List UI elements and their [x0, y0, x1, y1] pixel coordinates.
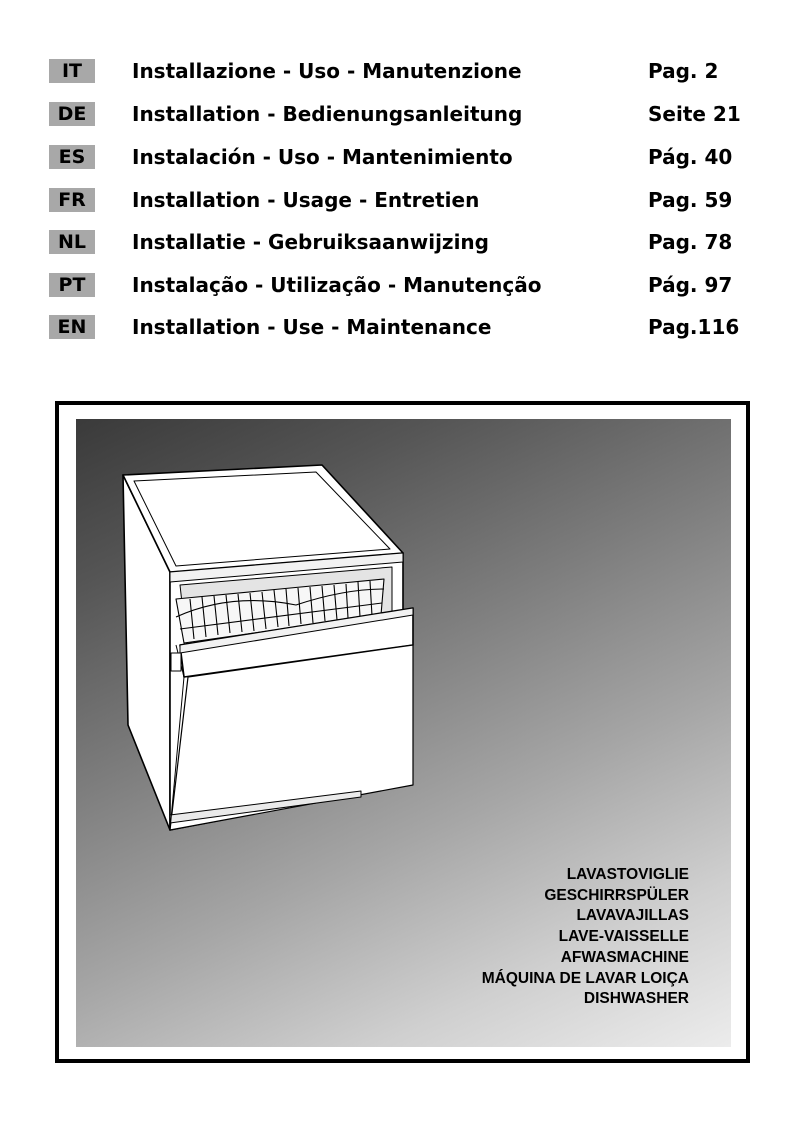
product-name-de: GESCHIRRSPÜLER: [544, 886, 689, 904]
toc-row-de: [0, 100, 802, 130]
section-title: Installation - Usage - Entretien: [132, 188, 480, 212]
language-code-badge: EN: [49, 315, 95, 339]
section-title: Installazione - Uso - Manutenzione: [132, 59, 522, 83]
product-name-fr: LAVE-VAISSELLE: [558, 928, 689, 946]
product-name-nl: AFWASMACHINE: [560, 948, 689, 966]
product-name-it: LAVASTOVIGLIE: [566, 866, 689, 883]
cover-frame: [55, 401, 750, 1063]
page-reference: Pag. 78: [648, 230, 733, 254]
cover-panel: [76, 419, 731, 1047]
language-code-badge: ES: [49, 145, 95, 169]
page-reference: Pag. 2: [648, 59, 719, 83]
product-name-list: [482, 865, 689, 1010]
page-reference: Pág. 97: [648, 273, 733, 297]
page-reference: Pág. 40: [648, 145, 733, 169]
product-name-en: DISHWASHER: [583, 990, 689, 1008]
toc-row-nl: [0, 228, 802, 258]
product-name-pt: MÁQUINA DE LAVAR LOIÇA: [481, 969, 689, 987]
section-title: Installation - Bedienungsanleitung: [132, 102, 523, 126]
section-title: Installation - Use - Maintenance: [132, 315, 492, 339]
language-code-badge: FR: [49, 188, 95, 212]
toc-row-fr: [0, 186, 802, 216]
toc-row-it: [0, 57, 802, 87]
page-reference: Pag. 59: [648, 188, 733, 212]
language-code-badge: PT: [49, 273, 95, 297]
toc-row-pt: [0, 271, 802, 301]
page-reference: Pag.116: [648, 315, 740, 339]
section-title: Installatie - Gebruiksaanwijzing: [132, 230, 489, 254]
page-reference: Seite 21: [648, 102, 741, 126]
language-code-badge: IT: [49, 59, 95, 83]
language-code-badge: NL: [49, 230, 95, 254]
toc-row-es: [0, 143, 802, 173]
section-title: Instalación - Uso - Mantenimiento: [132, 145, 513, 169]
section-title: Instalação - Utilização - Manutenção: [132, 273, 542, 297]
product-name-es: LAVAVAJILLAS: [576, 907, 689, 925]
toc-row-en: [0, 313, 802, 343]
language-code-badge: DE: [49, 102, 95, 126]
